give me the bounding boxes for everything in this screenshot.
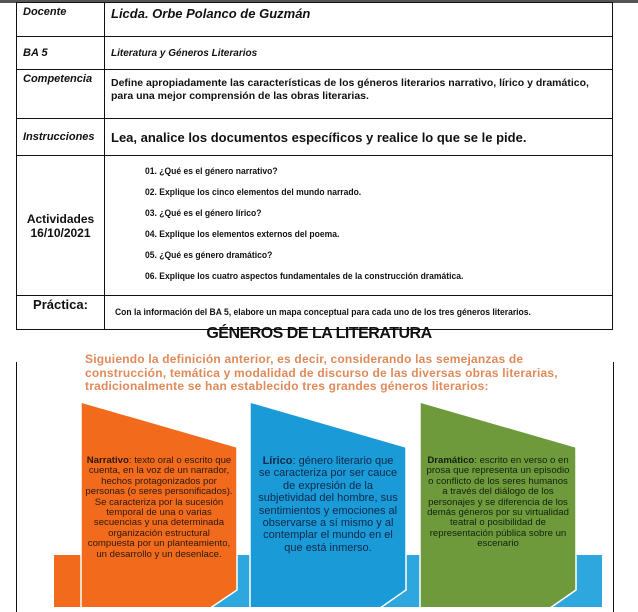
ba-value: Literatura y Géneros Literarios xyxy=(105,37,613,70)
instrucciones-label: Instrucciones xyxy=(17,119,105,156)
lirico-name: Lírico xyxy=(262,455,293,467)
practica-label: Práctica: xyxy=(17,296,105,330)
narrativo-text xyxy=(85,456,233,560)
infographic-intro: Siguiendo la definición anterior, es decir, considerando las semejanzas de construcción, temática y modalidad de discurso de las diversas obras literarias, tradicionalmente se han establecido tres grandes géneros literarios: xyxy=(85,352,558,393)
activity-item: 03. ¿Qué es el género lírico? xyxy=(145,208,262,219)
activity-item: 01. ¿Qué es el género narrativo? xyxy=(145,166,278,177)
actividades-label: Actividades xyxy=(26,211,95,226)
actividades-date: 16/10/2021 xyxy=(30,225,91,240)
instrucciones-value: Lea, analice los documentos específicos y realice lo que se le pide. xyxy=(105,119,613,156)
infographic-title: GÉNEROS DE LA LITERATURA xyxy=(206,325,432,342)
narrativo-name: Narrativo xyxy=(86,455,129,466)
dramatico-text xyxy=(426,456,570,550)
competencia-value: Define apropiadamente las características de los géneros literarios narrativo, lírico y dramático, para una mejor comprensión de las obras literarias. xyxy=(105,70,613,119)
docente-label: Docente xyxy=(17,3,105,37)
activity-item: 04. Explique los elementos externos del poema. xyxy=(145,229,340,240)
lirico-text xyxy=(256,455,400,554)
narrativo-desc: : texto oral o escrito que cuenta, en la voz de un narrador, hechos protagonizados por personas (o seres personificados). Se caracteriza por la sucesión temporal de una o varias secuencias y una determinada organización estructural compuesta por un planteamiento, un desarrollo y un desenlace. xyxy=(85,455,233,560)
docente-value: Licda. Orbe Polanco de Guzmán xyxy=(105,3,613,37)
ba-label: BA 5 xyxy=(17,37,105,70)
practica-text: Con la información del BA 5, elabore un mapa conceptual para cada uno de los tres géneros literarios. xyxy=(115,307,531,318)
dramatico-name: Dramático xyxy=(427,455,475,466)
activity-item: 05. ¿Qué es género dramático? xyxy=(145,250,273,261)
activity-item: 06. Explique los cuatro aspectos fundamentales de la construcción dramática. xyxy=(145,271,464,282)
dramatico-desc: : escrito en verso o en prosa que representa un episodio o conflicto de los seres humanos a través del diálogo de los personajes y se diferencia de los demás géneros por su virtualidad teatral o posibilidad de representación pública sobre un escenario xyxy=(426,455,570,550)
competencia-label: Competencia xyxy=(17,70,105,119)
activity-item: 02. Explique los cinco elementos del mundo narrado. xyxy=(145,187,362,198)
lirico-desc: : género literario que se caracteriza por ser cauce de expresión de la subjetividad del hombre, sus sentimientos y emociones al observarse a sí mismo y al contemplar el mundo en el que está inmerso. xyxy=(258,455,398,554)
